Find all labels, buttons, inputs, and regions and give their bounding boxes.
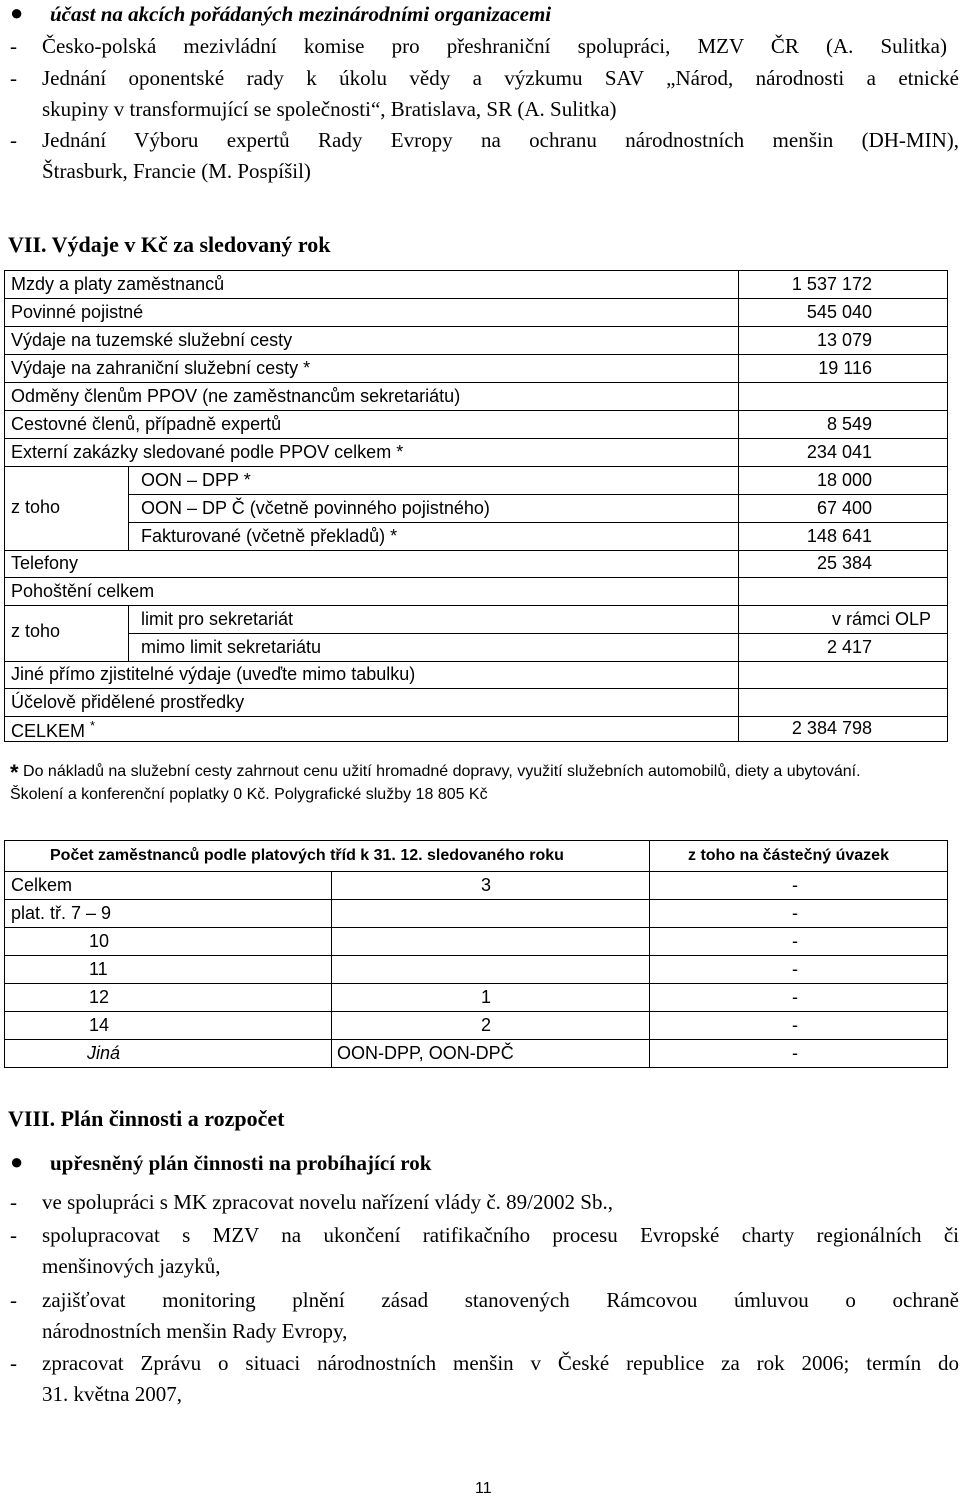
section8-heading: VIII. Plán činnosti a rozpočet [8,1106,285,1131]
header-left: Počet zaměstnanců podle platových tříd k 31. 12. sledovaného roku [50,847,564,864]
row-partial: - [792,987,798,1007]
bullet-icon: ● [10,0,24,25]
row-label: mimo limit sekretariátu [141,637,322,657]
row-partial: - [792,1043,798,1063]
table-row [128,523,947,550]
row-value: v rámci OLP [831,609,931,629]
row-label: Výdaje na zahraniční služební cesty * [11,358,311,378]
intro-item-line: Česko-polská mezivládní komise pro přeshraniční spolupráci, MZV ČR (A. Sulitka) [42,34,947,58]
row-label: 11 [89,959,108,979]
row-value: 8 549 [826,414,872,434]
row-label: Fakturované (včetně překladů) * [141,526,398,546]
plan-item-line: ve spolupráci s MK zpracovat novelu nařízení vlády č. 89/2002 Sb., [42,1190,613,1214]
table-row [5,872,947,900]
footnote [10,756,955,785]
row-value: 13 079 [816,330,872,350]
table-row [5,689,947,717]
row-label: Jiné přímo zjistitelné výdaje (uveďte mimo tabulku) [11,664,416,684]
row-label: Pohoštění celkem [11,581,155,601]
table-row [5,411,947,439]
intro-item-line: Jednání oponentské rady k úkolu vědy a výzkumu SAV „Národ, národnosti a etnické [42,66,959,90]
row-partial: - [792,959,798,979]
row-label: Účelově přidělené prostředky [11,692,245,712]
page-number: 11 [475,1480,492,1497]
row-partial: - [792,931,798,951]
row-partial: - [792,875,798,895]
plan-item-line: zpracovat Zprávu o situaci národnostních menšin v České republice za rok 2006; termín do [42,1351,959,1375]
intro-item-line: skupiny v transformující se společnosti“, Bratislava, SR (A. Sulitka) [42,97,617,121]
table-row [5,900,947,928]
row-partial: - [792,1015,798,1035]
row-value: 148 641 [806,526,872,546]
table-row [5,928,947,956]
intro-item-line: Jednání Výboru expertů Rady Evropy na ochranu národnostních menšin (DH-MIN), [42,128,959,152]
row-label [11,718,95,742]
row-label: OON – DPP * [141,470,251,490]
row-value: 2 417 [826,637,872,657]
table-row [5,550,947,578]
table-row [5,383,947,411]
table-header-row [5,841,947,872]
table-row [128,606,947,634]
row-label: Cestovné členů, případně expertů [11,414,282,434]
plan-item-line: zajišťovat monitoring plnění zásad stanovených Rámcovou úmluvou o ochraně [42,1288,959,1312]
row-value: 18 000 [816,470,872,490]
row-group-label: z toho [11,621,61,641]
table-row [5,661,947,689]
table-row [5,984,947,1012]
plan-item-line: národnostních menšin Rady Evropy, [42,1319,348,1343]
table-row [5,1012,947,1040]
row-label: plat. tř. 7 – 9 [11,903,112,923]
table-row-group [5,606,947,662]
dash-icon: - [10,1223,17,1247]
dash-icon: - [10,1190,17,1214]
plan-item-line: 31. května 2007, [42,1382,182,1406]
dash-icon: - [10,1351,17,1375]
section8-bullet-heading: upřesněný plán činnosti na probíhající rok [50,1151,432,1175]
row-label: Celkem [11,875,73,895]
section7-heading: VII. Výdaje v Kč za sledovaný rok [8,232,331,257]
plan-item-line: spolupracovat s MZV na ukončení ratifikačního procesu Evropské charty regionálních či [42,1223,959,1247]
table-row-total [5,717,947,741]
row-value: 234 041 [806,442,872,462]
table-row-group [5,467,947,551]
row-label: Odměny členům PPOV (ne zaměstnancům sekretariátu) [11,386,461,406]
dash-icon: - [10,1288,17,1312]
row-partial: - [792,903,798,923]
row-label: 10 [89,931,110,951]
row-label: Mzdy a platy zaměstnanců [11,274,225,294]
row-label: Výdaje na tuzemské služební cesty [11,330,293,350]
expenses-table [4,270,948,742]
row-value: 25 384 [816,553,872,573]
row-count: OON-DPP, OON-DPČ [337,1043,514,1063]
row-value: 67 400 [816,498,872,518]
row-value: 2 384 798 [791,718,872,738]
intro-item-line: Štrasburk, Francie (M. Pospíšil) [42,159,311,183]
row-value: 545 040 [806,302,872,322]
table-row [5,327,947,355]
table-row [5,299,947,327]
table-row [5,439,947,467]
dash-icon: - [10,34,17,58]
footnote-line-2: Školení a konferenční poplatky 0 Kč. Polygrafické služby 18 805 Kč [10,786,488,803]
total-label: CELKEM [11,721,86,741]
row-label: Povinné pojistné [11,302,144,322]
dash-icon: - [10,128,17,152]
row-label: Externí zakázky sledované podle PPOV celkem * [11,442,404,462]
row-label: Telefony [11,553,79,573]
staff-table [4,840,948,1068]
row-value: 1 537 172 [791,274,872,294]
total-star: * [90,718,96,733]
row-count: 2 [481,1015,492,1035]
table-row [5,1040,947,1067]
table-row [5,956,947,984]
table-row [5,355,947,383]
row-value: 19 116 [818,358,872,378]
table-row [128,495,947,523]
row-label: 14 [89,1015,110,1035]
row-label: limit pro sekretariát [141,609,294,629]
row-label: OON – DP Č (včetně povinného pojistného) [141,498,490,518]
intro-bullet-heading: účast na akcích pořádaných mezinárodními organizacemi [50,2,552,26]
row-label: Jiná [87,1043,121,1063]
row-label: 12 [89,987,110,1007]
dash-icon: - [10,66,17,90]
table-row [5,271,947,299]
table-row [5,578,947,606]
plan-item-line: menšinových jazyků, [42,1254,221,1278]
bullet-icon: ● [10,1149,24,1174]
row-group-label: z toho [11,497,61,517]
table-row [128,634,947,661]
header-right: z toho na částečný úvazek [688,847,889,864]
footnote-line-1: Do nákladů na služební cesty zahrnout cenu užití hromadné dopravy, využití služebních automobilů, diety a ubytování. [23,763,861,780]
footnote-star: * [10,760,19,785]
table-row [128,467,947,495]
row-count: 1 [481,987,492,1007]
row-count: 3 [481,875,492,895]
